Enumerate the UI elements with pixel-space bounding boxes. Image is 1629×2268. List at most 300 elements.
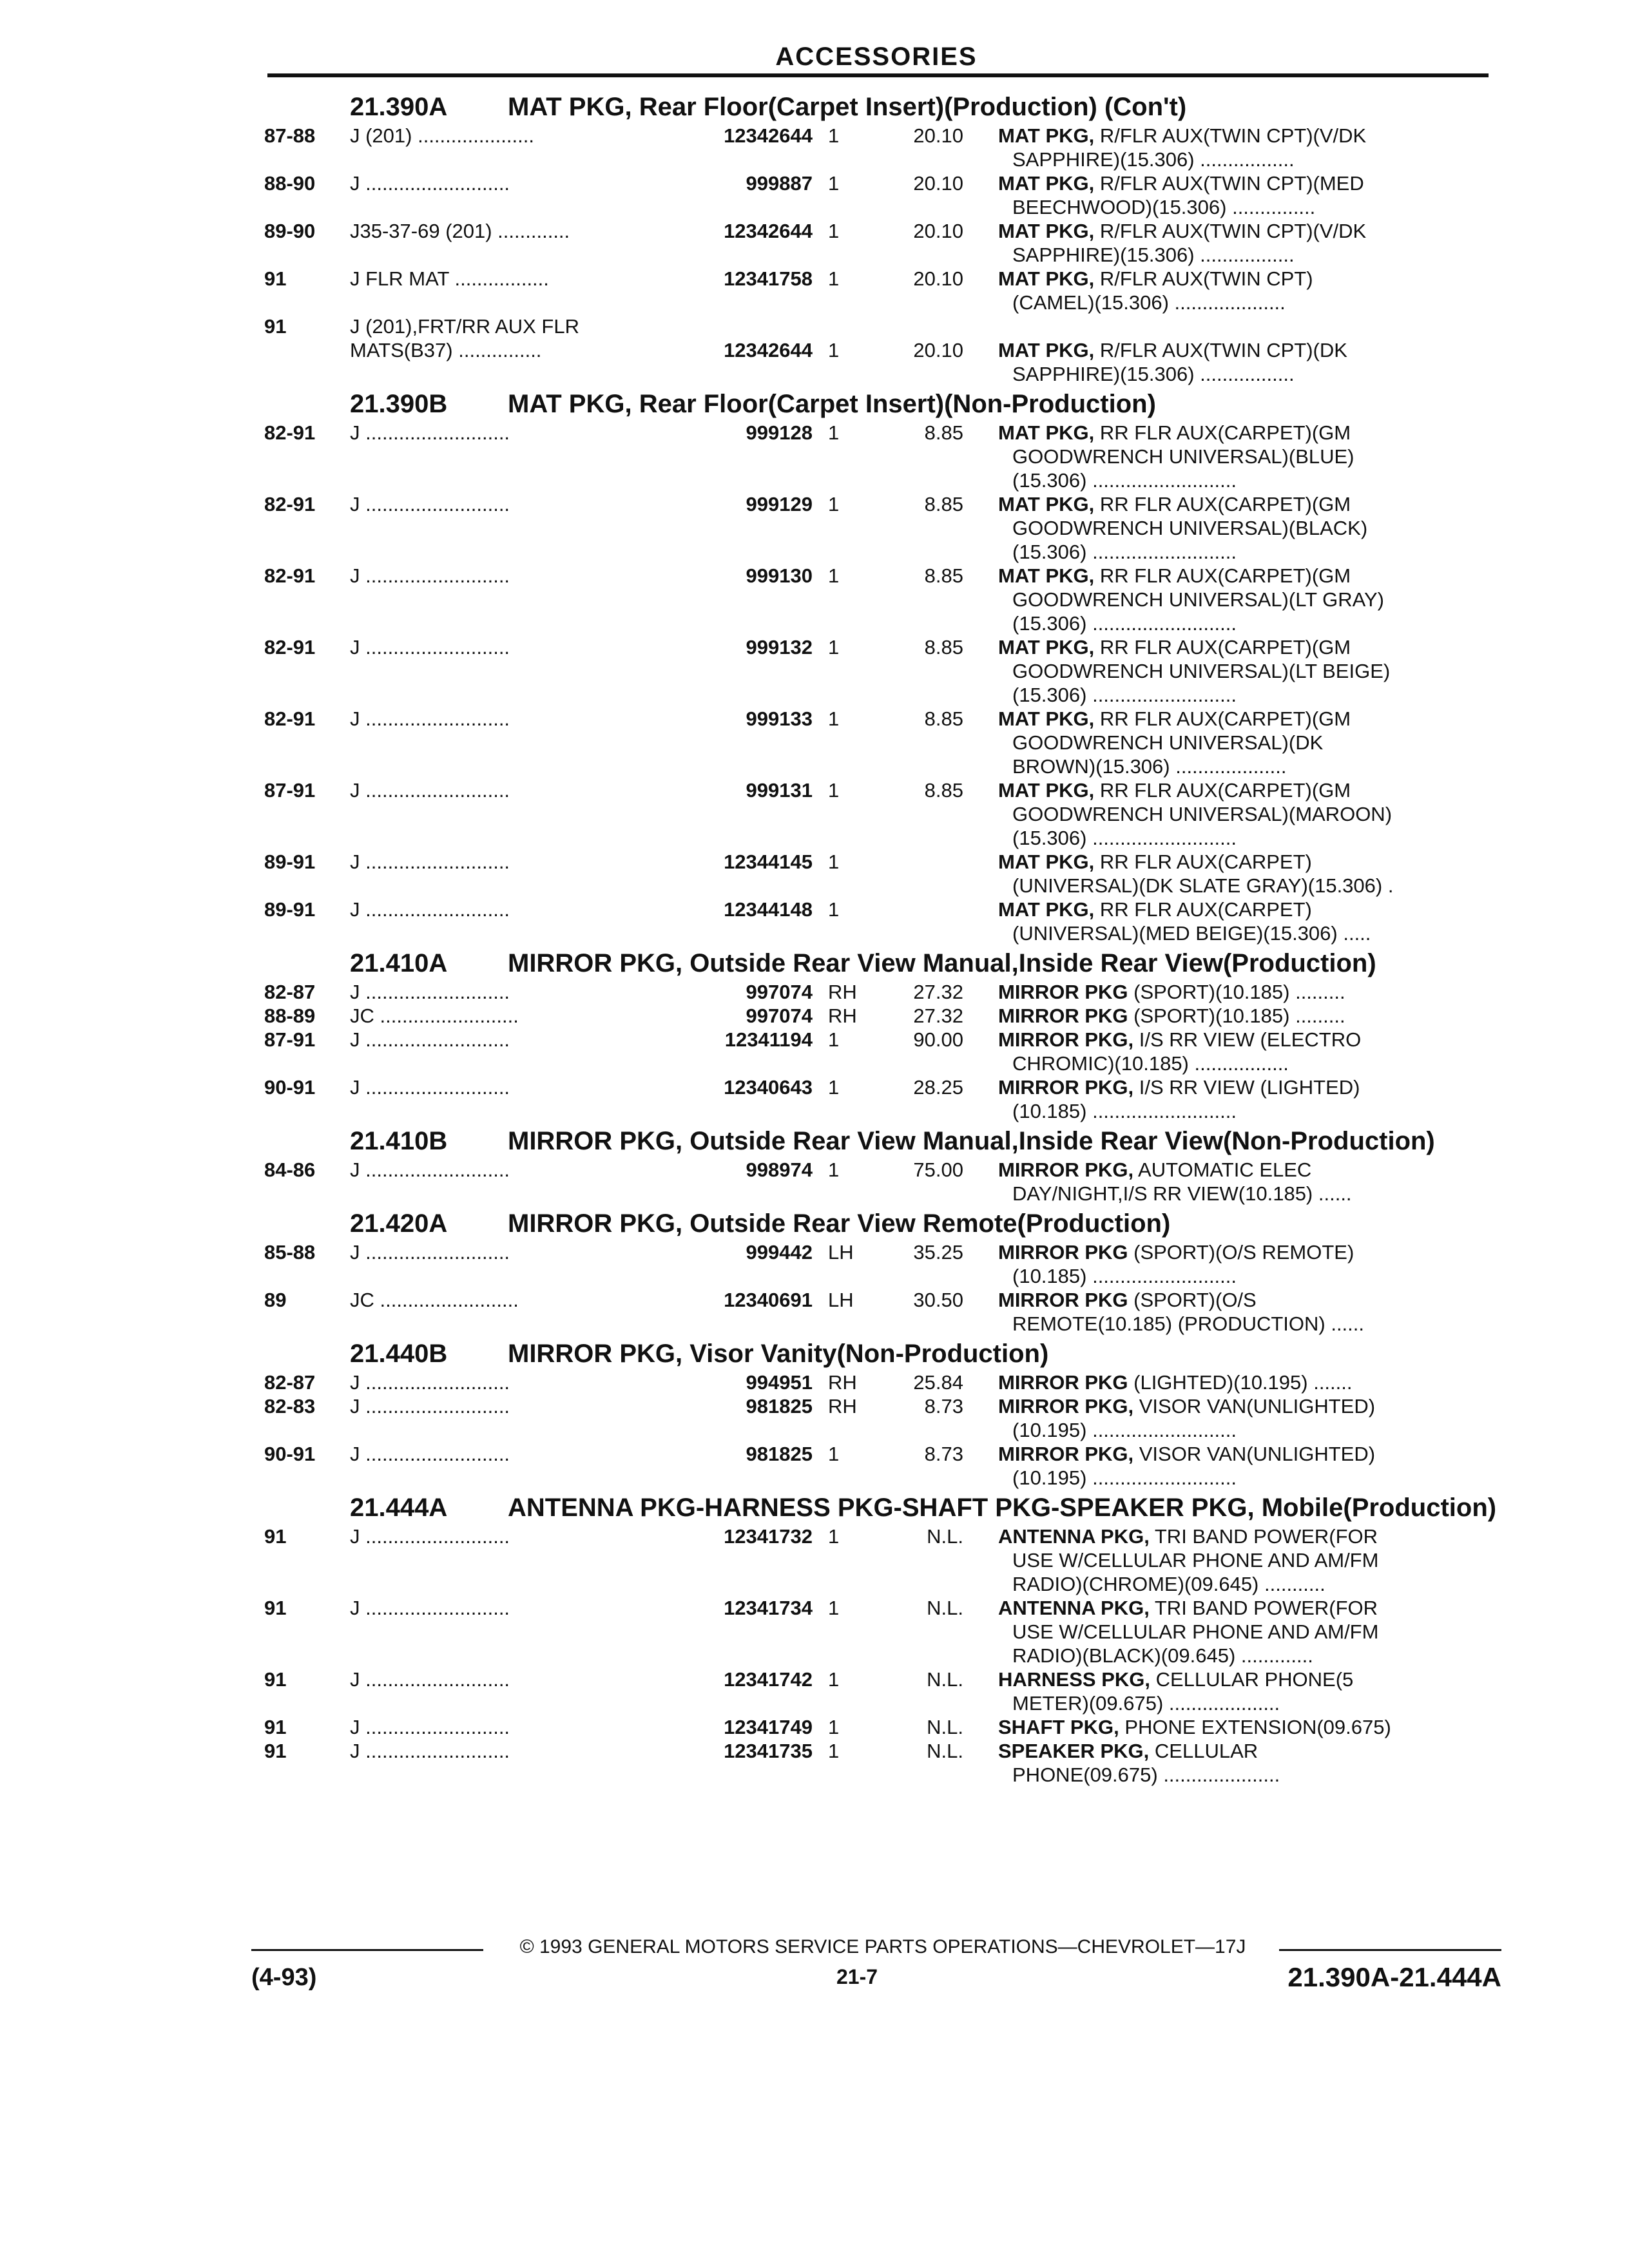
section-title: MIRROR PKG, Outside Rear View Manual,Inside Rear View(Production) <box>508 949 1376 977</box>
part-number: 12341749 <box>724 1716 813 1738</box>
quantity: LH <box>828 1289 854 1311</box>
quantity: 1 <box>828 1668 840 1691</box>
part-description <box>963 1158 1472 1206</box>
quantity: 1 <box>828 898 840 921</box>
part-description <box>963 635 1472 707</box>
part-description <box>963 1442 1472 1490</box>
part-description <box>963 898 1472 945</box>
package-name: MAT PKG, <box>998 779 1095 802</box>
part-number: 12341742 <box>724 1668 813 1691</box>
part-number: 12341758 <box>724 267 813 290</box>
package-name: MAT PKG, <box>998 172 1095 195</box>
part-description <box>963 1394 1472 1442</box>
package-name: ANTENNA PKG, <box>998 1525 1150 1548</box>
description-line <box>998 1004 1472 1028</box>
section-number: 21.420A <box>350 1209 448 1238</box>
description-line: (10.185) .......................... <box>1012 1100 1237 1122</box>
price: 8.85 <box>924 493 963 515</box>
description-line <box>998 898 1472 921</box>
description-text: VISOR VAN(UNLIGHTED) <box>1139 1443 1376 1465</box>
description-line: (10.185) .......................... <box>1012 1265 1237 1287</box>
description-line <box>998 564 1472 588</box>
application: J .......................... <box>350 850 510 873</box>
footer-rule-right <box>1279 1949 1501 1951</box>
description-line <box>998 171 1472 195</box>
description-line <box>998 492 1472 516</box>
part-row <box>264 1004 1498 1028</box>
quantity: 1 <box>828 339 840 361</box>
price: 8.85 <box>924 707 963 730</box>
part-description <box>963 1739 1472 1787</box>
part-number: 12340643 <box>724 1076 813 1099</box>
model-years: 88-89 <box>264 1004 316 1027</box>
description-line <box>998 850 1472 874</box>
part-row <box>264 1288 1498 1336</box>
description-line: SAPPHIRE)(15.306) ................. <box>1012 148 1295 171</box>
description-line <box>998 1442 1472 1466</box>
description-text: RR FLR AUX(CARPET)(GM <box>1099 493 1351 515</box>
quantity: 1 <box>828 779 840 802</box>
section-number: 21.444A <box>350 1494 448 1522</box>
description-text: (LIGHTED)(10.195) ....... <box>1133 1371 1353 1394</box>
description-text: CELLULAR <box>1154 1740 1258 1762</box>
application: J .......................... <box>350 1076 510 1099</box>
section-heading <box>264 1341 1498 1367</box>
description-line <box>998 1288 1472 1312</box>
quantity: 1 <box>828 636 840 658</box>
description-text: CELLULAR PHONE(5 <box>1155 1668 1354 1691</box>
section-number: 21.410B <box>350 1127 448 1155</box>
part-number: 999132 <box>746 636 813 658</box>
description-line <box>998 1524 1472 1548</box>
part-number: 997074 <box>746 1004 813 1027</box>
description-line: RADIO)(BLACK)(09.645) ............. <box>1012 1644 1313 1667</box>
description-line <box>998 1394 1472 1418</box>
application: J .......................... <box>350 636 510 658</box>
application: J .......................... <box>350 1716 510 1738</box>
description-line: DAY/NIGHT,I/S RR VIEW(10.185) ...... <box>1012 1182 1352 1205</box>
application: MATS(B37) ............... <box>350 339 542 361</box>
part-row <box>264 1075 1498 1123</box>
description-line <box>998 1075 1472 1099</box>
description-line: (CAMEL)(15.306) .................... <box>1012 291 1286 314</box>
description-text: R/FLR AUX(TWIN CPT)(MED <box>1099 172 1364 195</box>
model-years: 82-83 <box>264 1395 316 1418</box>
description-text: I/S RR VIEW (ELECTRO <box>1139 1028 1362 1051</box>
part-number: 998974 <box>746 1158 813 1181</box>
section-title: MIRROR PKG, Visor Vanity(Non-Production) <box>508 1340 1049 1368</box>
package-name: SHAFT PKG, <box>998 1716 1119 1738</box>
part-row <box>264 219 1498 267</box>
quantity: 1 <box>828 1076 840 1099</box>
section-number: 21.390B <box>350 390 448 418</box>
quantity: 1 <box>828 124 840 147</box>
package-name: MIRROR PKG <box>998 981 1128 1003</box>
part-number: 12342644 <box>724 220 813 242</box>
part-row <box>264 1028 1498 1075</box>
section-title: MIRROR PKG, Outside Rear View Remote(Production) <box>508 1209 1171 1238</box>
package-name: MIRROR PKG, <box>998 1076 1134 1099</box>
part-number: 12341732 <box>724 1525 813 1548</box>
footer-page-number: 21-7 <box>836 1965 878 1988</box>
application: J .......................... <box>350 1158 510 1181</box>
description-line: (10.195) .......................... <box>1012 1466 1237 1489</box>
price: 28.25 <box>913 1076 963 1099</box>
quantity: 1 <box>828 564 840 587</box>
model-years: 82-91 <box>264 564 316 587</box>
description-line: (15.306) .......................... <box>1012 684 1237 706</box>
description-text: R/FLR AUX(TWIN CPT)(DK <box>1099 339 1347 361</box>
part-row <box>264 1739 1498 1787</box>
part-number: 12341735 <box>724 1740 813 1762</box>
application: JC ......................... <box>350 1004 519 1027</box>
description-text: (SPORT)(O/S <box>1133 1289 1257 1311</box>
part-number: 12344148 <box>724 898 813 921</box>
description-line: USE W/CELLULAR PHONE AND AM/FM <box>1012 1549 1379 1571</box>
part-description <box>963 850 1472 898</box>
part-description <box>963 338 1472 386</box>
description-line <box>998 1028 1472 1052</box>
part-number: 999129 <box>746 493 813 515</box>
part-row <box>264 1240 1498 1288</box>
application: J .......................... <box>350 1443 510 1465</box>
part-number: 981825 <box>746 1443 813 1465</box>
model-years: 87-91 <box>264 779 316 802</box>
quantity: 1 <box>828 1525 840 1548</box>
price: 8.85 <box>924 636 963 658</box>
section-heading <box>264 1211 1498 1236</box>
application: J .......................... <box>350 1395 510 1418</box>
model-years: 91 <box>264 1740 287 1762</box>
model-years: 89 <box>264 1289 287 1311</box>
model-years: 82-91 <box>264 493 316 515</box>
description-line <box>998 338 1472 362</box>
section-heading <box>264 391 1498 417</box>
quantity: 1 <box>828 267 840 290</box>
part-number: 999128 <box>746 421 813 444</box>
application: J .......................... <box>350 981 510 1003</box>
description-line: USE W/CELLULAR PHONE AND AM/FM <box>1012 1620 1379 1643</box>
quantity: 1 <box>828 707 840 730</box>
part-row <box>264 707 1498 778</box>
application: J .......................... <box>350 707 510 730</box>
part-number: 999130 <box>746 564 813 587</box>
quantity: 1 <box>828 421 840 444</box>
part-description <box>963 171 1472 219</box>
price: 20.10 <box>913 172 963 195</box>
catalog-section <box>264 1341 1498 1490</box>
application: J .......................... <box>350 564 510 587</box>
model-years: 87-88 <box>264 124 316 147</box>
part-number: 12342644 <box>724 124 813 147</box>
description-text: R/FLR AUX(TWIN CPT)(V/DK <box>1099 124 1367 147</box>
part-number: 997074 <box>746 981 813 1003</box>
price: N.L. <box>927 1525 963 1548</box>
section-heading <box>264 950 1498 976</box>
price: 27.32 <box>913 1004 963 1027</box>
part-description <box>963 1075 1472 1123</box>
application: J .......................... <box>350 1668 510 1691</box>
package-name: MAT PKG, <box>998 421 1095 444</box>
section-heading <box>264 1495 1498 1521</box>
price: N.L. <box>927 1668 963 1691</box>
footer-section-range: 21.390A-21.444A <box>1287 1962 1501 1992</box>
description-line: SAPPHIRE)(15.306) ................. <box>1012 244 1295 266</box>
part-description <box>963 1667 1472 1715</box>
section-number: 21.440B <box>350 1340 448 1368</box>
part-number: 999133 <box>746 707 813 730</box>
quantity: 1 <box>828 1740 840 1762</box>
package-name: SPEAKER PKG, <box>998 1740 1150 1762</box>
title-rule <box>267 73 1489 77</box>
price: N.L. <box>927 1740 963 1762</box>
part-description <box>963 1715 1472 1739</box>
part-row <box>264 1370 1498 1394</box>
catalog-section <box>264 1211 1498 1336</box>
part-description <box>963 1288 1472 1336</box>
description-line <box>998 1667 1472 1691</box>
package-name: MIRROR PKG, <box>998 1443 1134 1465</box>
description-line <box>998 1370 1472 1394</box>
package-name: MIRROR PKG, <box>998 1395 1134 1418</box>
application: J .......................... <box>350 1525 510 1548</box>
description-line <box>998 1240 1472 1264</box>
description-line: (15.306) .......................... <box>1012 827 1237 849</box>
part-description <box>963 1596 1472 1667</box>
package-name: MAT PKG, <box>998 493 1095 515</box>
application: J .......................... <box>350 172 510 195</box>
quantity: RH <box>828 981 857 1003</box>
package-name: MAT PKG, <box>998 850 1095 873</box>
package-name: MAT PKG, <box>998 564 1095 587</box>
section-number: 21.390A <box>350 93 448 121</box>
package-name: MAT PKG, <box>998 124 1095 147</box>
price: 20.10 <box>913 339 963 361</box>
description-line: GOODWRENCH UNIVERSAL)(LT BEIGE) <box>1012 660 1391 682</box>
quantity: LH <box>828 1241 854 1264</box>
quantity: 1 <box>828 1597 840 1619</box>
part-row <box>264 171 1498 219</box>
quantity: 1 <box>828 493 840 515</box>
model-years: 91 <box>264 1525 287 1548</box>
description-line <box>998 1715 1472 1739</box>
model-years: 87-91 <box>264 1028 316 1051</box>
quantity: 1 <box>828 172 840 195</box>
part-number: 999442 <box>746 1241 813 1264</box>
section-title: ANTENNA PKG-HARNESS PKG-SHAFT PKG-SPEAKER PKG, Mobile(Production) <box>508 1494 1497 1522</box>
description-line: (15.306) .......................... <box>1012 541 1237 563</box>
part-row <box>264 492 1498 564</box>
description-line: (15.306) .......................... <box>1012 612 1237 635</box>
part-row <box>264 1596 1498 1667</box>
application: J (201),FRT/RR AUX FLR <box>350 315 580 338</box>
application: J FLR MAT ................. <box>350 267 549 290</box>
package-name: MIRROR PKG <box>998 1289 1128 1311</box>
quantity: 1 <box>828 1716 840 1738</box>
part-row <box>264 635 1498 707</box>
price: 90.00 <box>913 1028 963 1051</box>
part-row <box>264 980 1498 1004</box>
application: J35-37-69 (201) ............. <box>350 220 570 242</box>
part-number: 12341194 <box>724 1028 813 1051</box>
package-name: MIRROR PKG <box>998 1004 1128 1027</box>
part-description <box>963 267 1472 314</box>
part-number: 999131 <box>746 779 813 802</box>
description-line <box>998 778 1472 802</box>
price: 8.85 <box>924 779 963 802</box>
package-name: ANTENNA PKG, <box>998 1597 1150 1619</box>
application: J .......................... <box>350 779 510 802</box>
page-title: ACCESSORIES <box>775 43 978 71</box>
description-text: RR FLR AUX(CARPET)(GM <box>1099 779 1351 802</box>
model-years: 82-91 <box>264 421 316 444</box>
description-line: BROWN)(15.306) .................... <box>1012 755 1287 778</box>
model-years: 89-91 <box>264 898 316 921</box>
catalog-section <box>264 391 1498 945</box>
model-years: 91 <box>264 1668 287 1691</box>
description-text: RR FLR AUX(CARPET)(GM <box>1099 564 1351 587</box>
application: J .......................... <box>350 1740 510 1762</box>
price: 25.84 <box>913 1371 963 1394</box>
part-row <box>264 338 1498 386</box>
description-line: (15.306) .......................... <box>1012 469 1237 492</box>
description-text: RR FLR AUX(CARPET) <box>1099 850 1312 873</box>
part-row <box>264 1394 1498 1442</box>
part-row <box>264 421 1498 492</box>
model-years: 89-91 <box>264 850 316 873</box>
application: J .......................... <box>350 493 510 515</box>
part-number: 12344145 <box>724 850 813 873</box>
description-text: RR FLR AUX(CARPET)(GM <box>1099 421 1351 444</box>
model-years: 82-91 <box>264 636 316 658</box>
description-line: GOODWRENCH UNIVERSAL)(DK <box>1012 731 1324 754</box>
description-line: METER)(09.675) .................... <box>1012 1692 1280 1715</box>
model-years: 82-87 <box>264 981 316 1003</box>
description-text: RR FLR AUX(CARPET)(GM <box>1099 707 1351 730</box>
price: 8.73 <box>924 1443 963 1465</box>
description-text: (SPORT)(O/S REMOTE) <box>1133 1241 1354 1264</box>
catalog-section <box>264 1128 1498 1206</box>
model-years: 85-88 <box>264 1241 316 1264</box>
description-line <box>998 124 1472 148</box>
part-row <box>264 564 1498 635</box>
description-text: (SPORT)(10.185) ......... <box>1133 981 1345 1003</box>
application: JC ......................... <box>350 1289 519 1311</box>
part-description <box>963 421 1472 492</box>
part-row <box>264 314 1498 338</box>
section-heading <box>264 1128 1498 1154</box>
application: J .......................... <box>350 1028 510 1051</box>
price: N.L. <box>927 1716 963 1738</box>
quantity: 1 <box>828 1028 840 1051</box>
part-number: 999887 <box>746 172 813 195</box>
description-line: RADIO)(CHROME)(09.645) ........... <box>1012 1573 1325 1595</box>
description-line: REMOTE(10.185) (PRODUCTION) ...... <box>1012 1312 1365 1335</box>
part-number: 12340691 <box>724 1289 813 1311</box>
catalog-section <box>264 950 1498 1123</box>
description-text: TRI BAND POWER(FOR <box>1154 1525 1378 1548</box>
part-number: 994951 <box>746 1371 813 1394</box>
part-description <box>963 1370 1472 1394</box>
description-text: RR FLR AUX(CARPET)(GM <box>1099 636 1351 658</box>
price: 8.73 <box>924 1395 963 1418</box>
part-description <box>963 124 1472 171</box>
part-description <box>963 492 1472 564</box>
package-name: MIRROR PKG <box>998 1241 1128 1264</box>
quantity: RH <box>828 1371 857 1394</box>
package-name: MAT PKG, <box>998 636 1095 658</box>
description-text: R/FLR AUX(TWIN CPT) <box>1099 267 1313 290</box>
application: J .......................... <box>350 421 510 444</box>
package-name: MAT PKG, <box>998 339 1095 361</box>
price: 30.50 <box>913 1289 963 1311</box>
quantity: 1 <box>828 1158 840 1181</box>
package-name: MAT PKG, <box>998 267 1095 290</box>
application: J .......................... <box>350 898 510 921</box>
description-text: TRI BAND POWER(FOR <box>1154 1597 1378 1619</box>
description-line: SAPPHIRE)(15.306) ................. <box>1012 363 1295 385</box>
package-name: HARNESS PKG, <box>998 1668 1150 1691</box>
part-row <box>264 850 1498 898</box>
model-years: 90-91 <box>264 1076 316 1099</box>
package-name: MIRROR PKG, <box>998 1028 1134 1051</box>
description-line: GOODWRENCH UNIVERSAL)(LT GRAY) <box>1012 588 1384 611</box>
part-row <box>264 778 1498 850</box>
description-text: AUTOMATIC ELEC <box>1138 1158 1312 1181</box>
catalog-section <box>264 94 1498 386</box>
description-text: VISOR VAN(UNLIGHTED) <box>1139 1395 1376 1418</box>
section-number: 21.410A <box>350 949 448 977</box>
part-number: 12342644 <box>724 339 813 361</box>
price: N.L. <box>927 1597 963 1619</box>
part-row <box>264 1524 1498 1596</box>
part-row <box>264 1442 1498 1490</box>
description-text: I/S RR VIEW (LIGHTED) <box>1139 1076 1360 1099</box>
package-name: MAT PKG, <box>998 220 1095 242</box>
description-line: (10.195) .......................... <box>1012 1419 1237 1441</box>
footer-date: (4-93) <box>251 1964 317 1991</box>
footer-copyright: © 1993 GENERAL MOTORS SERVICE PARTS OPERATIONS—CHEVROLET—17J <box>519 1936 1246 1957</box>
description-line <box>998 980 1472 1004</box>
part-description <box>963 1028 1472 1075</box>
model-years: 89-90 <box>264 220 316 242</box>
quantity: 1 <box>828 220 840 242</box>
application: J .......................... <box>350 1371 510 1394</box>
model-years: 82-91 <box>264 707 316 730</box>
footer-rule-left <box>251 1949 483 1951</box>
part-description <box>963 980 1472 1004</box>
part-number: 12341734 <box>724 1597 813 1619</box>
price: 8.85 <box>924 564 963 587</box>
part-row <box>264 898 1498 945</box>
price: 35.25 <box>913 1241 963 1264</box>
part-row <box>264 124 1498 171</box>
model-years: 91 <box>264 267 287 290</box>
description-line: (UNIVERSAL)(MED BEIGE)(15.306) ..... <box>1012 922 1371 945</box>
quantity: RH <box>828 1004 857 1027</box>
description-line <box>998 635 1472 659</box>
price: 27.32 <box>913 981 963 1003</box>
part-row <box>264 1715 1498 1739</box>
model-years: 90-91 <box>264 1443 316 1465</box>
part-description <box>963 707 1472 778</box>
package-name: MIRROR PKG <box>998 1371 1128 1394</box>
package-name: MAT PKG, <box>998 707 1095 730</box>
model-years: 91 <box>264 1597 287 1619</box>
model-years: 82-87 <box>264 1371 316 1394</box>
price: 20.10 <box>913 124 963 147</box>
description-line <box>998 1596 1472 1620</box>
